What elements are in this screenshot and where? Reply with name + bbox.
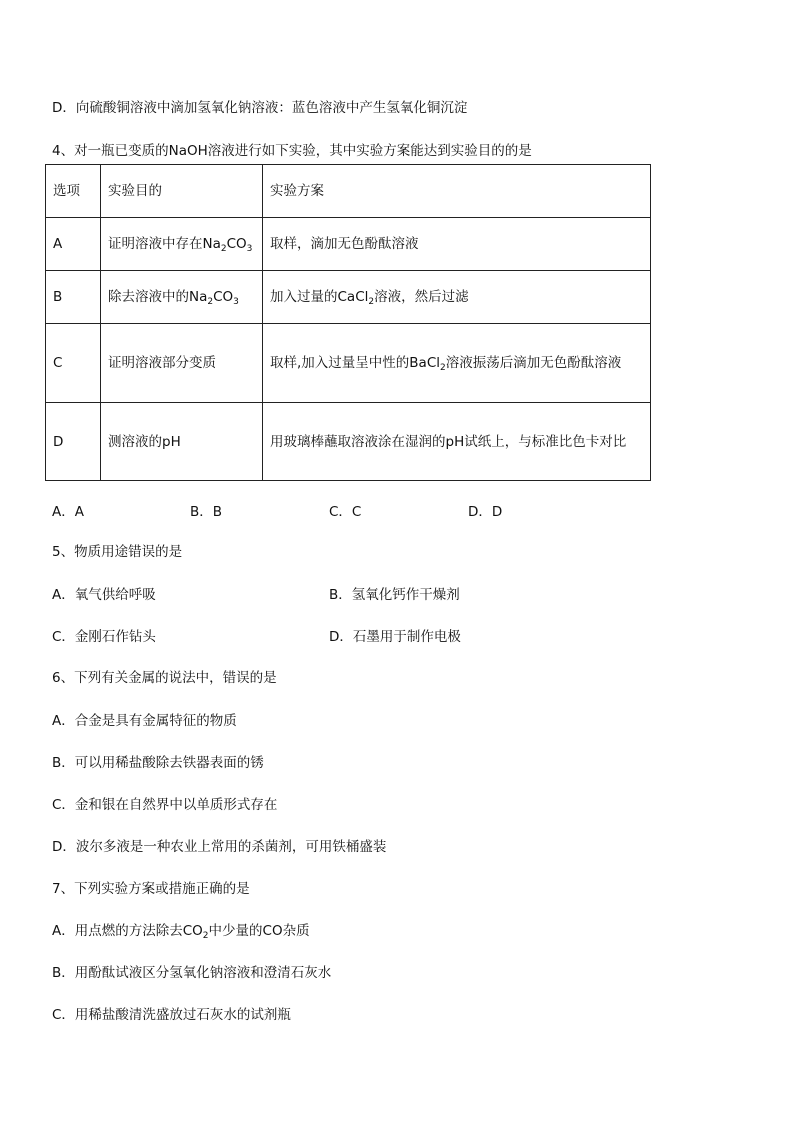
- q5-option-a: A．氧气供给呼吸: [52, 587, 156, 603]
- row-purpose: 除去溶液中的$Na_2CO_3$: [101, 271, 263, 324]
- header-option: 选项: [46, 165, 101, 218]
- row-label: B: [46, 271, 101, 324]
- q7-option-a: A．用点燃的方法除去$CO_2$中少量的CO杂质: [52, 923, 310, 941]
- q6-option-d: D．波尔多液是一种农业上常用的杀菌剂，可用铁桶盛装: [52, 839, 387, 855]
- q7-option-c: C．用稀盐酸清洗盛放过石灰水的试剂瓶: [52, 1007, 291, 1023]
- row-purpose: 证明溶液中存在$Na_2CO_3$: [101, 218, 263, 271]
- q4-option-c: C．C: [329, 504, 362, 520]
- q7-option-b: B．用酚酞试液区分氢氧化钠溶液和澄清石灰水: [52, 965, 332, 981]
- row-purpose: 测溶液的pH: [101, 403, 263, 481]
- row-label: D: [46, 403, 101, 481]
- table-row: [46, 271, 651, 324]
- row-label: A: [46, 218, 101, 271]
- q5-option-b: B．氢氧化钙作干燥剂: [329, 587, 460, 603]
- q5-stem: 5、物质用途错误的是: [52, 544, 183, 560]
- table-header-row: [46, 165, 651, 218]
- row-label: C: [46, 324, 101, 403]
- q4-stem: 4、对一瓶已变质的NaOH溶液进行如下实验，其中实验方案能达到实验目的的是: [52, 143, 532, 159]
- row-plan: 取样,加入过量呈中性的BaCl$_2$溶液振荡后滴加无色酚酞溶液: [263, 324, 651, 403]
- row-plan: 加入过量的CaCl$_2$溶液，然后过滤: [263, 271, 651, 324]
- q7-stem: 7、下列实验方案或措施正确的是: [52, 881, 250, 897]
- q4-table: [45, 164, 651, 481]
- row-purpose: 证明溶液部分变质: [101, 324, 263, 403]
- q3-option-d: D．向硫酸铜溶液中滴加氢氧化钠溶液：蓝色溶液中产生氢氧化铜沉淀: [52, 100, 468, 116]
- q5-option-c: C．金刚石作钻头: [52, 629, 156, 645]
- row-plan: 取样，滴加无色酚酞溶液: [263, 218, 651, 271]
- q6-option-c: C．金和银在自然界中以单质形式存在: [52, 797, 278, 813]
- header-purpose: 实验目的: [101, 165, 263, 218]
- q4-option-a: A．A: [52, 504, 84, 520]
- q4-option-d: D．D: [468, 504, 503, 520]
- header-plan: 实验方案: [263, 165, 651, 218]
- table-row: [46, 403, 651, 481]
- q5-option-d: D．石墨用于制作电极: [329, 629, 461, 645]
- q6-option-b: B．可以用稀盐酸除去铁器表面的锈: [52, 755, 264, 771]
- table-row: [46, 324, 651, 403]
- row-plan: 用玻璃棒蘸取溶液涂在湿润的pH试纸上，与标准比色卡对比: [263, 403, 651, 481]
- q4-option-b: B．B: [190, 504, 223, 520]
- q6-stem: 6、下列有关金属的说法中，错误的是: [52, 670, 277, 686]
- table-row: [46, 218, 651, 271]
- q6-option-a: A．合金是具有金属特征的物质: [52, 713, 237, 729]
